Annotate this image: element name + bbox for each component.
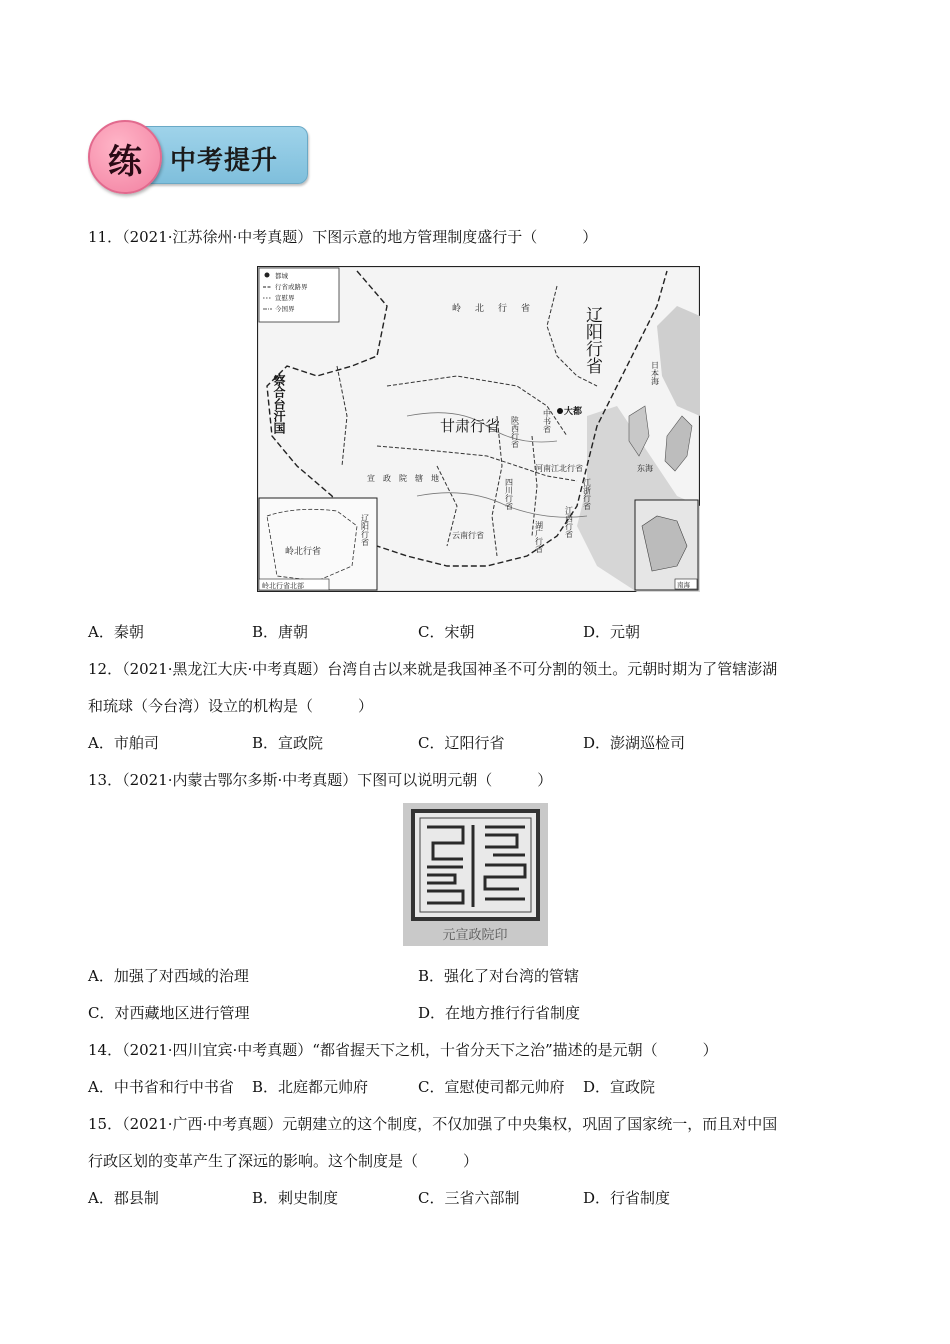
label-sichuan: 四川行省 xyxy=(504,478,514,510)
q14-option-c[interactable]: C．宣慰使司都元帅府 xyxy=(418,1078,565,1096)
inset-right-caption: 南海 xyxy=(677,581,690,589)
q11-option-c[interactable]: C．宋朝 xyxy=(418,623,475,641)
q12-option-d[interactable]: D．澎湖巡检司 xyxy=(583,734,686,752)
banner-badge xyxy=(88,120,162,194)
question-12-stem-cont: 和琉球（今台湾）设立的机构是（ ） xyxy=(88,697,374,715)
q14-option-b[interactable]: B．北庭都元帅府 xyxy=(252,1078,369,1096)
legend-item: 都城 xyxy=(275,272,288,280)
label-chagatai: 察合台汗国 xyxy=(272,374,286,434)
label-xuanzheng: 宣政院辖地 xyxy=(367,474,447,483)
banner-badge-char: 练 xyxy=(108,142,142,182)
q11-option-d[interactable]: D．元朝 xyxy=(583,623,641,641)
q12-option-c[interactable]: C．辽阳行省 xyxy=(418,734,505,752)
label-shaanxi: 陕西行省 xyxy=(510,416,520,448)
inset-caption: 岭北行省北部 xyxy=(262,582,304,590)
question-13-stem: 13．（2021·内蒙古鄂尔多斯·中考真题）下图可以说明元朝（ ） xyxy=(88,771,553,789)
label-sea-east: 东海 xyxy=(637,464,653,473)
label-dadu: 大都 xyxy=(564,407,583,417)
q15-option-b[interactable]: B．刺史制度 xyxy=(252,1189,339,1207)
label-huguang: 湖广行省 xyxy=(534,521,544,553)
question-14-stem: 14．（2021·四川宜宾·中考真题）“都省握天下之机，十省分天下之治”描述的是元朝（ ） xyxy=(88,1041,718,1059)
q13-option-b[interactable]: B．强化了对台湾的管辖 xyxy=(418,967,580,985)
q15-option-a[interactable]: A．郡县制 xyxy=(88,1189,159,1207)
seal-caption: 元宣政院印 xyxy=(442,928,508,943)
inset-label-lingbei: 岭北行省 xyxy=(285,547,322,557)
inset-label-liaoyang: 辽阳行省 xyxy=(360,514,370,546)
label-liaoyang: 辽阳行省 xyxy=(582,306,602,374)
yuan-map-figure xyxy=(257,266,700,592)
q11-option-b[interactable]: B．唐朝 xyxy=(252,623,309,641)
label-lingbei: 岭北行省 xyxy=(452,304,545,314)
label-henan: 河南江北行省 xyxy=(535,464,583,473)
q11-option-a[interactable]: A．秦朝 xyxy=(88,623,144,641)
q13-option-c[interactable]: C．对西藏地区进行管理 xyxy=(88,1004,250,1022)
question-11-stem: 11．（2021·江苏徐州·中考真题）下图示意的地方管理制度盛行于（ ） xyxy=(88,228,598,246)
q14-option-a[interactable]: A．中书省和行中书省 xyxy=(88,1078,234,1096)
q12-option-a[interactable]: A．市舶司 xyxy=(88,734,159,752)
q15-option-c[interactable]: C．三省六部制 xyxy=(418,1189,520,1207)
section-banner xyxy=(88,124,308,184)
q14-option-d[interactable]: D．宣政院 xyxy=(583,1078,656,1096)
label-jiangzhe: 江浙行省 xyxy=(582,478,592,510)
label-sea-japan: 日本海 xyxy=(650,361,660,385)
legend-item: 今国界 xyxy=(275,305,295,313)
banner-title: 中考提升 xyxy=(170,146,279,176)
question-15-stem-cont: 行政区划的变革产生了深远的影响。这个制度是（ ） xyxy=(88,1152,479,1170)
legend-item: 宣慰界 xyxy=(275,294,295,302)
q13-option-a[interactable]: A．加强了对西域的治理 xyxy=(88,967,249,985)
question-12-stem: 12．（2021·黑龙江大庆·中考真题）台湾自古以来就是我国神圣不可分割的领土。元朝时期为了管辖澎湖 xyxy=(88,660,778,678)
label-zhongshu: 中书省 xyxy=(542,409,552,433)
yuan-xuanzhengyuan-seal xyxy=(403,803,548,946)
q12-option-b[interactable]: B．宣政院 xyxy=(252,734,324,752)
label-gansu: 甘肃行省 xyxy=(440,417,501,435)
q13-option-d[interactable]: D．在地方推行行省制度 xyxy=(418,1004,581,1022)
q15-option-d[interactable]: D．行省制度 xyxy=(583,1189,671,1207)
question-15-stem: 15．（2021·广西·中考真题）元朝建立的这个制度，不仅加强了中央集权，巩固了国家统一，而且对中国 xyxy=(88,1115,778,1133)
label-yunnan: 云南行省 xyxy=(452,531,484,540)
legend-item: 行省或路界 xyxy=(275,283,308,291)
label-jiangxi: 江西行省 xyxy=(564,506,574,538)
